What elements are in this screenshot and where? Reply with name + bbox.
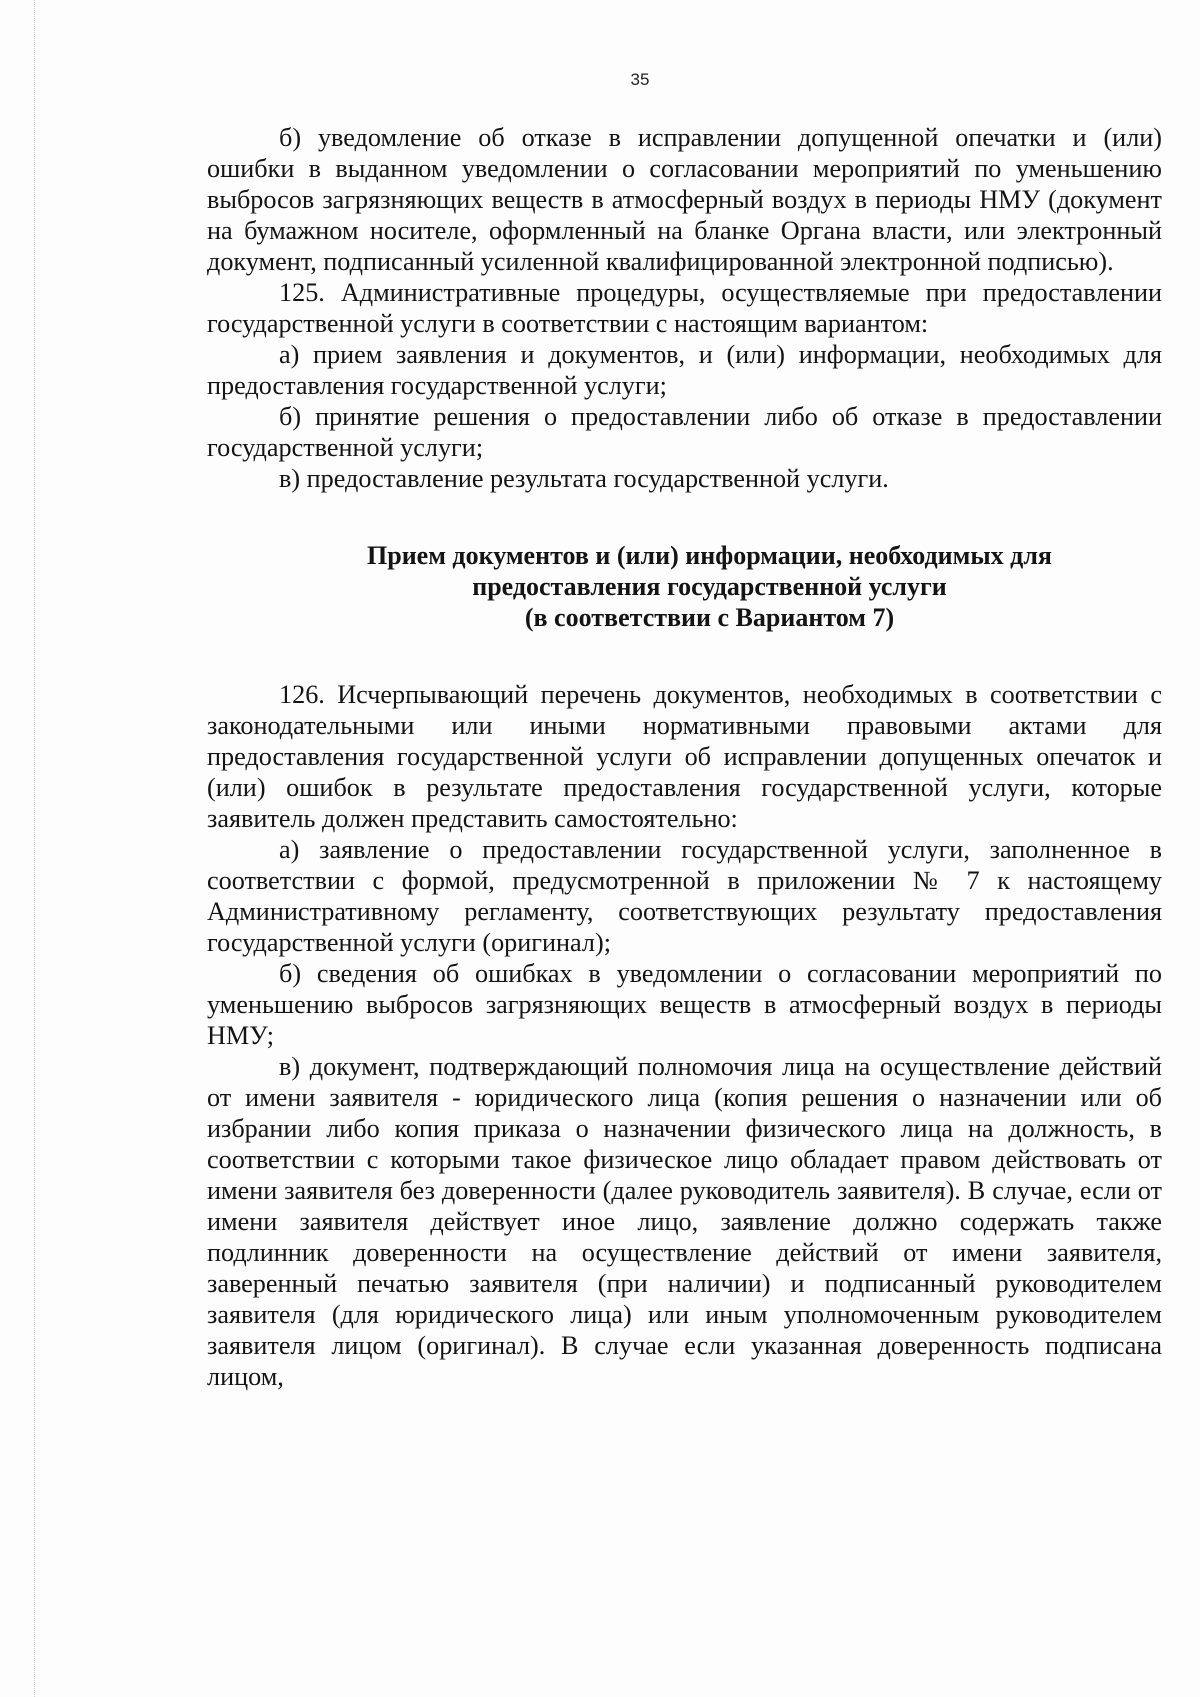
section-heading	[207, 540, 1162, 633]
list-item-b: б) принятие решения о предоставлении либо об отказе в предоставлении государственной услуги;	[207, 402, 1162, 462]
list-item-a: а) прием заявления и документов, и (или) информации, необходимых для предоставления государственной услуги;	[207, 340, 1162, 400]
document-body	[207, 122, 1162, 1392]
list-item-v-authority: в) документ, подтверждающий полномочия лица на осуществление действий от имени заявителя - юридического лица (копия решения о назначении или об избрании либо копия приказа о назначении физического лица на должность, в соответствии с которыми такое физическое лицо обладает правом действовать от имени заявителя без доверенности (далее руководитель заявителя). В случае, если от имени заявителя действует иное лицо, заявление должно содержать также подлинник доверенности на осуществление действий от имени заявителя, заверенный печатью заявителя (при наличии) и подписанный руководителем заявителя (для юридического лица) или иным уполномоченным руководителем заявителя лицом (оригинал). В случае если указанная доверенность подписана лицом,	[207, 1052, 1162, 1391]
list-item-b-errors: б) сведения об ошибках в уведомлении о согласовании мероприятий по уменьшению выбросов загрязняющих веществ в атмосферный воздух в периоды НМУ;	[207, 959, 1162, 1050]
scan-edge-line	[34, 0, 36, 1697]
paragraph-126: 126. Исчерпывающий перечень документов, необходимых в соответствии с законодательными или иными нормативными правовыми актами для предоставления государственной услуги об исправлении допущенных опечаток и (или) ошибок в результате предоставления государственной услуги, которые заявитель должен представить самостоятельно:	[207, 680, 1162, 833]
list-item-v: в) предоставление результата государственной услуги.	[279, 464, 889, 493]
section-heading-line-3: (в соответствии с Вариантом 7)	[524, 603, 895, 632]
section-heading-line-1: Прием документов и (или) информации, необходимых для	[367, 541, 1052, 570]
paragraph-125: 125. Административные процедуры, осуществляемые при предоставлении государственной услуги в соответствии с настоящим вариантом:	[207, 278, 1162, 338]
section-heading-line-2: предоставления государственной услуги	[472, 572, 947, 601]
list-item-a-application: а) заявление о предоставлении государственной услуги, заполненное в соответствии с формой, предусмотренной в приложении № 7 к настоящему Административному регламенту, соответствующих результату предоставления государственной услуги (оригинал);	[207, 835, 1162, 957]
paragraph-notice-refusal: б) уведомление об отказе в исправлении допущенной опечатки и (или) ошибки в выданном уведомлении о согласовании мероприятий по уменьшению выбросов загрязняющих веществ в атмосферный воздух в периоды НМУ (документ на бумажном носителе, оформленный на бланке Органа власти, или электронный документ, подписанный усиленной квалифицированной электронной подписью).	[207, 123, 1162, 276]
page-number: 35	[630, 70, 650, 89]
